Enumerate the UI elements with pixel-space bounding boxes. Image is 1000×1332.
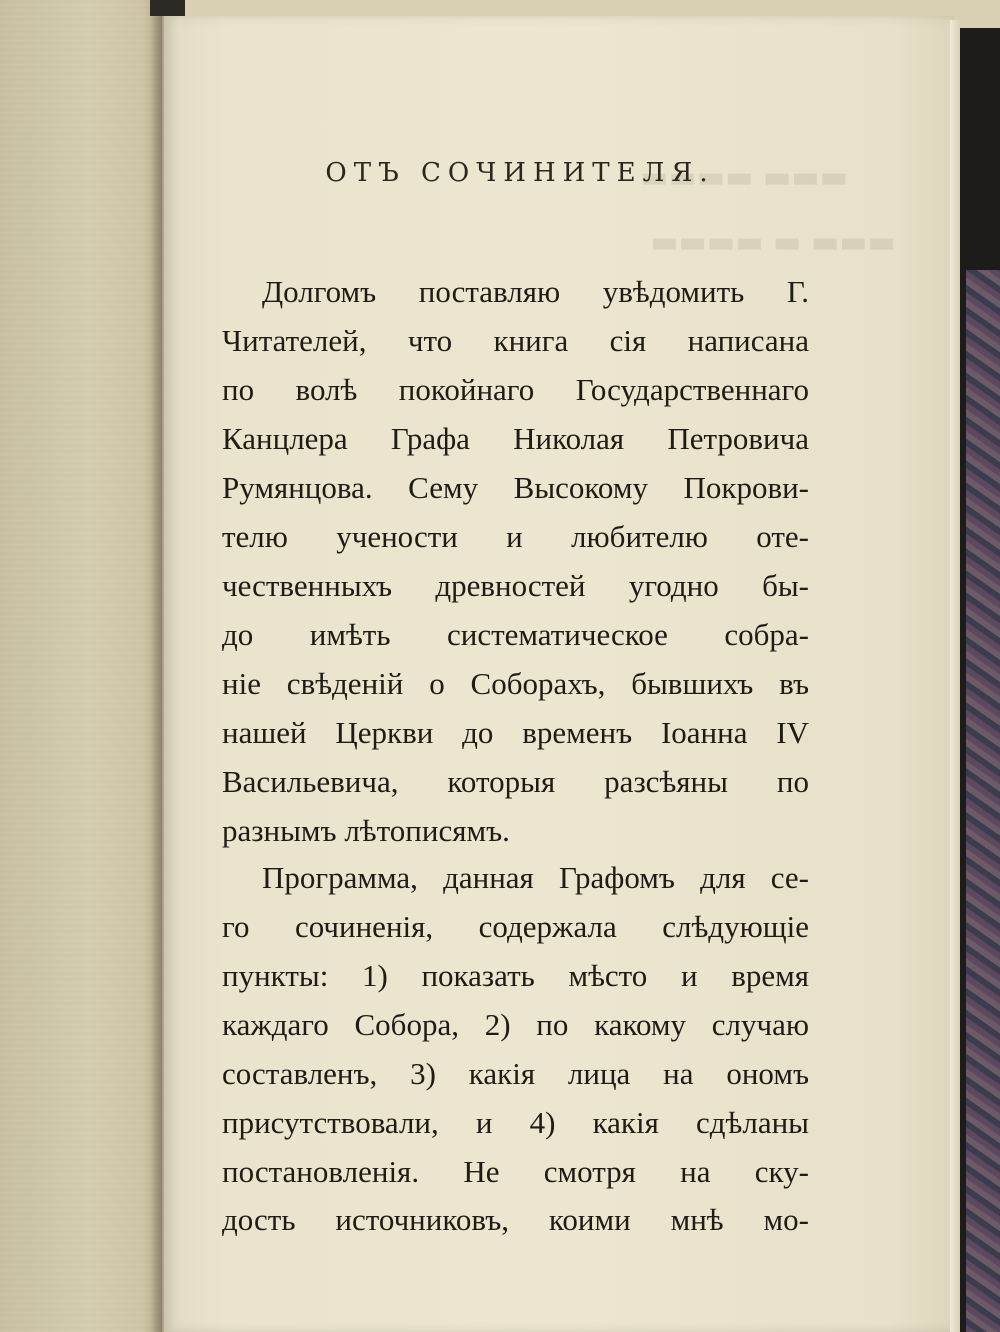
text-line: присутствовали, и 4) какія сдѣланы	[222, 1105, 809, 1140]
text-line: го сочиненія, содержала слѣдующіе	[222, 909, 809, 944]
text-line: Долгомъ поставляю увѣдомить Г.	[262, 274, 809, 309]
text-line: до имѣть систематическое собра-	[222, 617, 809, 652]
text-line: разнымъ лѣтописямъ.	[222, 813, 510, 848]
text-line: чественныхъ древностей угодно бы-	[222, 568, 809, 603]
text-line: нашей Церкви до временъ Іоанна IV	[222, 715, 809, 750]
text-line: ніе свѣденій о Соборахъ, бывшихъ въ	[222, 666, 809, 701]
text-line: Канцлера Графа Николая Петровича	[222, 421, 809, 456]
page-heading: ОТЪ СОЧИНИТЕЛЯ.	[325, 158, 715, 188]
marbled-cover	[966, 270, 1000, 1332]
left-page	[0, 0, 162, 1332]
text-line: постановленія. Не смотря на ску-	[222, 1154, 809, 1189]
text-line: телю учености и любителю оте-	[222, 519, 809, 554]
text-line: пункты: 1) показать мѣсто и время	[222, 958, 809, 993]
cover-corner	[150, 0, 185, 16]
text-line: дость источниковъ, коими мнѣ мо-	[222, 1202, 809, 1237]
text-line: каждаго Собора, 2) по какому случаю	[222, 1007, 809, 1042]
text-line: составленъ, 3) какія лица на ономъ	[222, 1056, 809, 1091]
text-line: Румянцова. Сему Высокому Покрови-	[222, 470, 809, 505]
text-line: Читателей, что книга сія написана	[222, 323, 809, 358]
show-through-mark: ▬▬▬ ▬▬▬▬	[640, 160, 848, 195]
text-line: Программа, данная Графомъ для се-	[262, 860, 809, 895]
show-through-mark: ▬▬▬ ▬ ▬▬▬▬	[650, 225, 896, 260]
text-line: Васильевича, которыя разсѣяны по	[222, 764, 809, 799]
text-line: по волѣ покойнаго Государственнаго	[222, 372, 809, 407]
